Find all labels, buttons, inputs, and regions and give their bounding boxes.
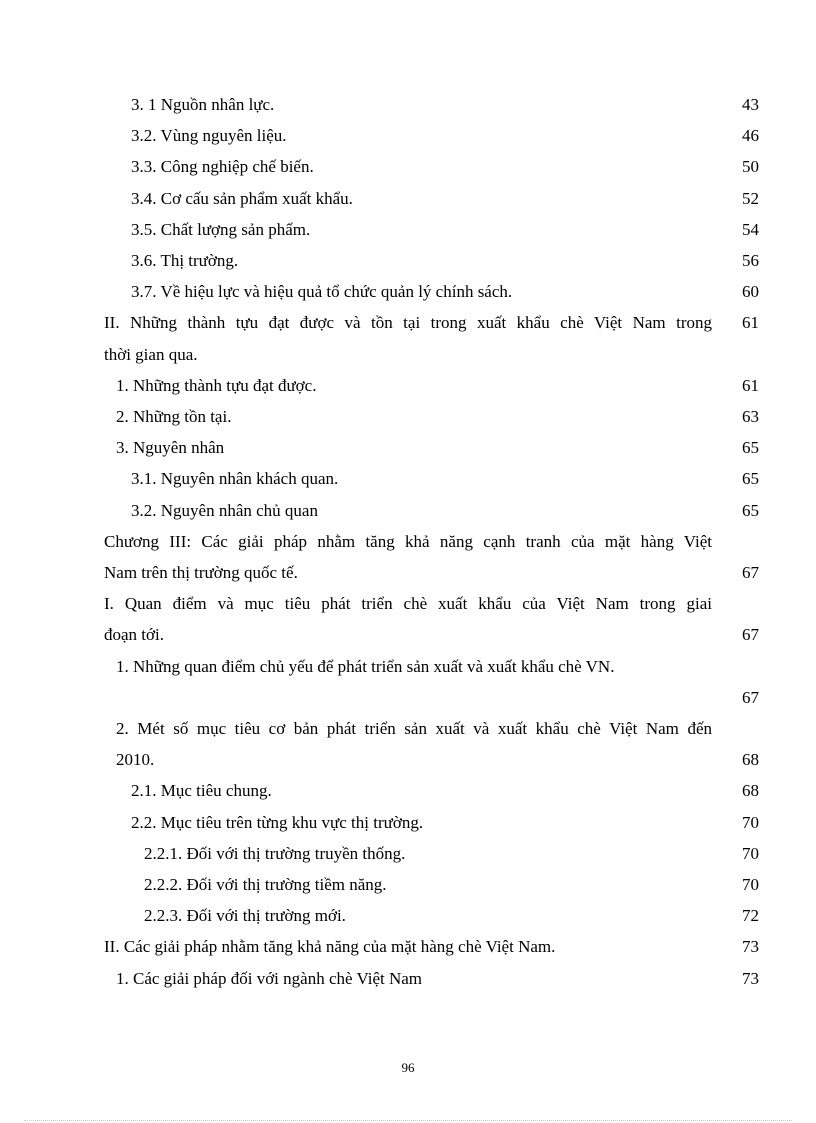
toc-entry-title: 2.2.3. Đối với thị trường mới. bbox=[144, 906, 346, 926]
toc-entry-page: 68 bbox=[742, 750, 759, 770]
toc-entry-title: 1. Những thành tựu đạt được. bbox=[116, 375, 317, 395]
toc-entry-title: 2010. bbox=[116, 750, 155, 770]
toc-entry bbox=[104, 713, 759, 744]
toc-entry bbox=[104, 307, 759, 338]
toc-entry-title: 3.5. Chất lượng sản phẩm. bbox=[131, 219, 311, 239]
page-bottom-divider bbox=[24, 1120, 792, 1122]
toc-entry-page: 54 bbox=[742, 219, 759, 239]
toc-entry bbox=[104, 931, 759, 962]
toc-entry bbox=[104, 526, 759, 557]
toc-entry-page: 56 bbox=[742, 251, 759, 271]
toc-entry bbox=[104, 432, 759, 463]
toc-entry-page: 68 bbox=[742, 781, 759, 801]
toc-entry-title: 3.2. Nguyên nhân chủ quan bbox=[131, 500, 318, 520]
toc-entry-page: 60 bbox=[742, 282, 759, 302]
toc-entry-title: 2. Những tồn tại. bbox=[116, 407, 232, 427]
toc-entry-title: II. Các giải pháp nhằm tăng khả năng của mặt hàng chè Việt Nam. bbox=[104, 937, 556, 957]
toc-entry-title: 3.3. Công nghiệp chế biến. bbox=[131, 157, 314, 177]
toc-entry bbox=[104, 183, 759, 214]
toc-entry-title: thời gian qua. bbox=[104, 344, 198, 364]
toc-entry-page: 73 bbox=[742, 968, 759, 988]
toc-entry bbox=[104, 775, 759, 806]
toc-entry bbox=[104, 89, 759, 120]
toc-entry bbox=[104, 557, 759, 588]
toc-entry bbox=[104, 869, 759, 900]
toc-entry-page: 72 bbox=[742, 906, 759, 926]
toc-entry bbox=[104, 619, 759, 650]
toc-entry-title: 2. Mét số mục tiêu cơ bản phát triển sản xuất và xuất khẩu chè Việt Nam đến bbox=[116, 719, 712, 739]
toc-entry-title: 1. Những quan điểm chủ yếu để phát triển sản xuất và xuất khẩu chè VN. bbox=[116, 656, 615, 676]
toc-entry-page: 65 bbox=[742, 438, 759, 458]
toc-entry bbox=[104, 401, 759, 432]
toc-entry bbox=[104, 900, 759, 931]
toc-entry-title: 3. Nguyên nhân bbox=[116, 438, 225, 458]
toc-entry-title: 2.2.2. Đối với thị trường tiềm năng. bbox=[144, 875, 387, 895]
toc-entry-page: 65 bbox=[742, 469, 759, 489]
table-of-contents bbox=[104, 89, 759, 994]
toc-entry bbox=[104, 339, 759, 370]
toc-entry-page: 65 bbox=[742, 500, 759, 520]
toc-entry-title: Chương III: Các giải pháp nhằm tăng khả năng cạnh tranh của mặt hàng Việt bbox=[104, 531, 712, 551]
page-number: 96 bbox=[401, 1060, 415, 1075]
toc-entry-page: 70 bbox=[742, 875, 759, 895]
toc-entry bbox=[104, 120, 759, 151]
toc-entry bbox=[104, 838, 759, 869]
toc-entry-page: 70 bbox=[742, 843, 759, 863]
toc-entry-page: 67 bbox=[742, 563, 759, 583]
toc-entry-page: 52 bbox=[742, 188, 759, 208]
toc-entry-title: 3.6. Thị trường. bbox=[131, 251, 239, 271]
toc-entry-page: 50 bbox=[742, 157, 759, 177]
toc-entry bbox=[104, 495, 759, 526]
toc-entry bbox=[104, 245, 759, 276]
toc-entry bbox=[104, 463, 759, 494]
toc-entry-page: 46 bbox=[742, 126, 759, 146]
toc-entry bbox=[104, 807, 759, 838]
toc-entry bbox=[104, 744, 759, 775]
toc-entry-title: 3.7. Về hiệu lực và hiệu quả tổ chức quản lý chính sách. bbox=[131, 282, 513, 302]
toc-entry bbox=[104, 963, 759, 994]
toc-entry bbox=[104, 214, 759, 245]
toc-entry-page: 43 bbox=[742, 95, 759, 114]
toc-entry bbox=[104, 682, 759, 713]
toc-entry bbox=[104, 276, 759, 307]
toc-entry bbox=[104, 370, 759, 401]
toc-entry-page: 70 bbox=[742, 812, 759, 832]
toc-entry-title: 2.1. Mục tiêu chung. bbox=[131, 781, 272, 801]
toc-entry-page: 67 bbox=[742, 687, 759, 707]
toc-entry-title: Nam trên thị trường quốc tế. bbox=[104, 563, 298, 583]
toc-entry-title: 1. Các giải pháp đối với ngành chè Việt Nam bbox=[116, 968, 423, 988]
toc-entry-title: 2.2. Mục tiêu trên từng khu vực thị trường. bbox=[131, 812, 424, 832]
toc-entry-title: I. Quan điểm và mục tiêu phát triển chè xuất khẩu của Việt Nam trong giai bbox=[104, 594, 712, 614]
toc-entry bbox=[104, 651, 759, 682]
toc-entry-page: 61 bbox=[742, 313, 759, 333]
toc-entry bbox=[104, 588, 759, 619]
toc-entry-page: 73 bbox=[742, 937, 759, 957]
toc-entry-title: 2.2.1. Đối với thị trường truyền thống. bbox=[144, 843, 406, 863]
toc-entry-page: 67 bbox=[742, 625, 759, 645]
toc-entry-title: 3.2. Vùng nguyên liệu. bbox=[131, 126, 287, 146]
toc-entry-page: 63 bbox=[742, 407, 759, 427]
toc-entry-title: đoạn tới. bbox=[104, 625, 164, 645]
toc-entry-page: 61 bbox=[742, 375, 759, 395]
toc-entry-title: 3.4. Cơ cấu sản phẩm xuất khẩu. bbox=[131, 188, 353, 208]
toc-entry-title: 3.1. Nguyên nhân khách quan. bbox=[131, 469, 339, 489]
toc-entry-title: 3. 1 Nguồn nhân lực. bbox=[131, 95, 275, 114]
toc-entry-title: II. Những thành tựu đạt được và tồn tại trong xuất khẩu chè Việt Nam trong bbox=[104, 313, 712, 333]
toc-entry bbox=[104, 151, 759, 182]
